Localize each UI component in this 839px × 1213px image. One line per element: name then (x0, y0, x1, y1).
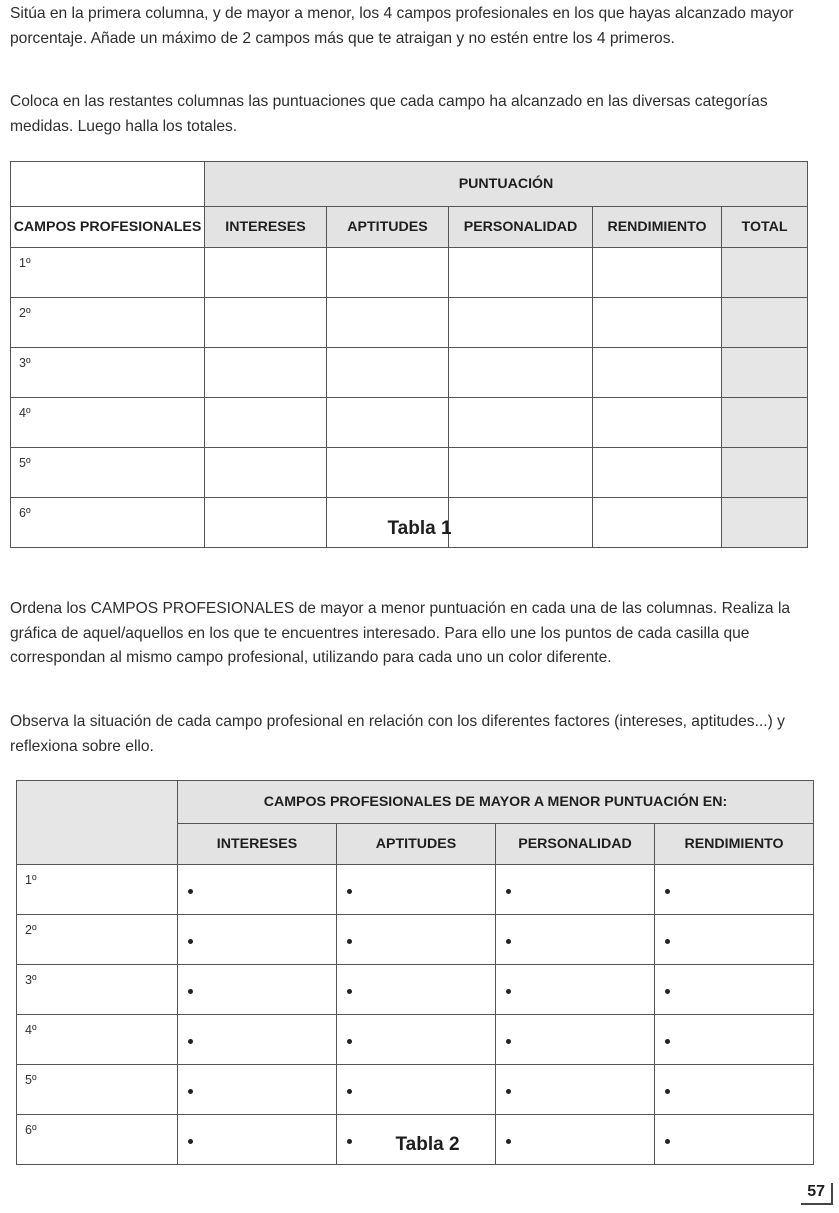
tabla2-col-intereses: INTERESES (178, 824, 337, 865)
total-cell[interactable] (722, 298, 808, 348)
bullet-dot (188, 939, 193, 944)
tabla1-col-aptitudes: APTITUDES (327, 207, 449, 248)
table-row (11, 398, 808, 448)
score-cell[interactable] (205, 398, 327, 448)
tabla1-col-rendimiento: RENDIMIENTO (593, 207, 722, 248)
bullet-dot (506, 939, 511, 944)
dot-cell[interactable] (337, 865, 496, 915)
tabla1-caption: Tabla 1 (387, 518, 452, 539)
score-cell[interactable] (449, 298, 593, 348)
total-cell[interactable] (722, 398, 808, 448)
table-row (11, 248, 808, 298)
rank-label: 4º (17, 1015, 178, 1065)
bullet-dot (665, 1039, 670, 1044)
score-cell[interactable] (593, 298, 722, 348)
score-cell[interactable] (205, 348, 327, 398)
bullet-dot (665, 939, 670, 944)
score-cell[interactable] (327, 398, 449, 448)
score-cell[interactable] (449, 248, 593, 298)
rank-label: 2º (11, 298, 205, 348)
dot-cell[interactable] (496, 865, 655, 915)
tabla-1 (10, 161, 808, 548)
dot-cell[interactable] (496, 1015, 655, 1065)
table-row (11, 298, 808, 348)
table-row (17, 1015, 814, 1065)
tabla2-caption: Tabla 2 (395, 1134, 460, 1155)
table-row (11, 448, 808, 498)
score-cell[interactable] (593, 398, 722, 448)
rank-label: 1º (17, 865, 178, 915)
table-row (17, 915, 814, 965)
dot-cell[interactable] (337, 965, 496, 1015)
score-cell[interactable] (449, 348, 593, 398)
dot-cell[interactable] (496, 915, 655, 965)
dot-cell[interactable] (337, 915, 496, 965)
rank-label: 3º (17, 965, 178, 1015)
rank-label: 5º (17, 1065, 178, 1115)
rank-label: 1º (11, 248, 205, 298)
table-row (17, 965, 814, 1015)
dot-cell[interactable] (655, 965, 814, 1015)
rank-label: 4º (11, 398, 205, 448)
total-cell[interactable] (722, 448, 808, 498)
tabla1-col-personalidad: PERSONALIDAD (449, 207, 593, 248)
rank-label: 2º (17, 915, 178, 965)
bullet-dot (188, 989, 193, 994)
rank-label: 6º (17, 1115, 178, 1165)
bullet-dot (347, 1039, 352, 1044)
rank-label: 5º (11, 448, 205, 498)
dot-cell[interactable] (655, 865, 814, 915)
dot-cell[interactable] (655, 915, 814, 965)
bullet-dot (506, 989, 511, 994)
score-cell[interactable] (449, 448, 593, 498)
tabla1-col-intereses: INTERESES (205, 207, 327, 248)
tabla2-corner-cell (17, 781, 178, 865)
table-row (17, 1065, 814, 1115)
bullet-dot (188, 1089, 193, 1094)
dot-cell[interactable] (496, 965, 655, 1015)
dot-cell[interactable] (337, 1065, 496, 1115)
bullet-dot (347, 889, 352, 894)
tabla1-campos-header: CAMPOS PROFESIONALES (11, 207, 205, 248)
bullet-dot (347, 939, 352, 944)
tabla2-col-personalidad: PERSONALIDAD (496, 824, 655, 865)
bullet-dot (347, 1089, 352, 1094)
dot-cell[interactable] (178, 965, 337, 1015)
dot-cell[interactable] (178, 1015, 337, 1065)
table-row (11, 348, 808, 398)
score-cell[interactable] (593, 348, 722, 398)
score-cell[interactable] (327, 298, 449, 348)
bullet-dot (506, 889, 511, 894)
tabla1-group-header: PUNTUACIÓN (205, 162, 808, 207)
bullet-dot (188, 1039, 193, 1044)
instruction-paragraph-1: Sitúa en la primera columna, y de mayor a menor, los 4 campos profesionales en los que hayas alcanzado mayor porcentaje. Añade un máximo de 2 campos más que te atraigan y no estén entre los 4 primeros. (10, 5, 794, 47)
tabla2-group-header: CAMPOS PROFESIONALES DE MAYOR A MENOR PUNTUACIÓN EN: (178, 781, 814, 824)
score-cell[interactable] (449, 398, 593, 448)
bullet-dot (506, 1089, 511, 1094)
page-number: 57 (801, 1183, 833, 1205)
score-cell[interactable] (205, 298, 327, 348)
dot-cell[interactable] (655, 1065, 814, 1115)
bullet-dot (506, 1039, 511, 1044)
tabla-2 (16, 780, 814, 1165)
total-cell[interactable] (722, 348, 808, 398)
score-cell[interactable] (327, 248, 449, 298)
dot-cell[interactable] (337, 1015, 496, 1065)
rank-label: 3º (11, 348, 205, 398)
score-cell[interactable] (593, 448, 722, 498)
dot-cell[interactable] (178, 865, 337, 915)
tabla1-corner-cell (11, 162, 205, 207)
bullet-dot (188, 889, 193, 894)
score-cell[interactable] (593, 248, 722, 298)
dot-cell[interactable] (655, 1015, 814, 1065)
instruction-paragraph-4: Observa la situación de cada campo profesional en relación con los diferentes factores (intereses, aptitudes...) y reflexiona sobre ello. (10, 713, 785, 755)
score-cell[interactable] (327, 448, 449, 498)
table-row (17, 865, 814, 915)
tabla2-col-rendimiento: RENDIMIENTO (655, 824, 814, 865)
score-cell[interactable] (327, 348, 449, 398)
dot-cell[interactable] (496, 1065, 655, 1115)
tabla1-col-total: TOTAL (722, 207, 808, 248)
bullet-dot (347, 989, 352, 994)
dot-cell[interactable] (178, 915, 337, 965)
bullet-dot (665, 889, 670, 894)
tabla2-col-aptitudes: APTITUDES (337, 824, 496, 865)
bullet-dot (665, 989, 670, 994)
instruction-paragraph-3: Ordena los CAMPOS PROFESIONALES de mayor a menor puntuación en cada una de las columnas. Realiza la gráfica de aquel/aquellos en los que te encuentres interesado. Para ello une los puntos de cada casilla que correspondan al mismo campo profesional, utilizando para cada uno un color diferente. (10, 600, 791, 666)
dot-cell[interactable] (178, 1065, 337, 1115)
rank-label: 6º (11, 498, 205, 548)
score-cell[interactable] (205, 248, 327, 298)
total-cell[interactable] (722, 248, 808, 298)
score-cell[interactable] (205, 448, 327, 498)
instruction-paragraph-2: Coloca en las restantes columnas las puntuaciones que cada campo ha alcanzado en las diversas categorías medidas. Luego halla los totales. (10, 93, 768, 135)
bullet-dot (665, 1089, 670, 1094)
